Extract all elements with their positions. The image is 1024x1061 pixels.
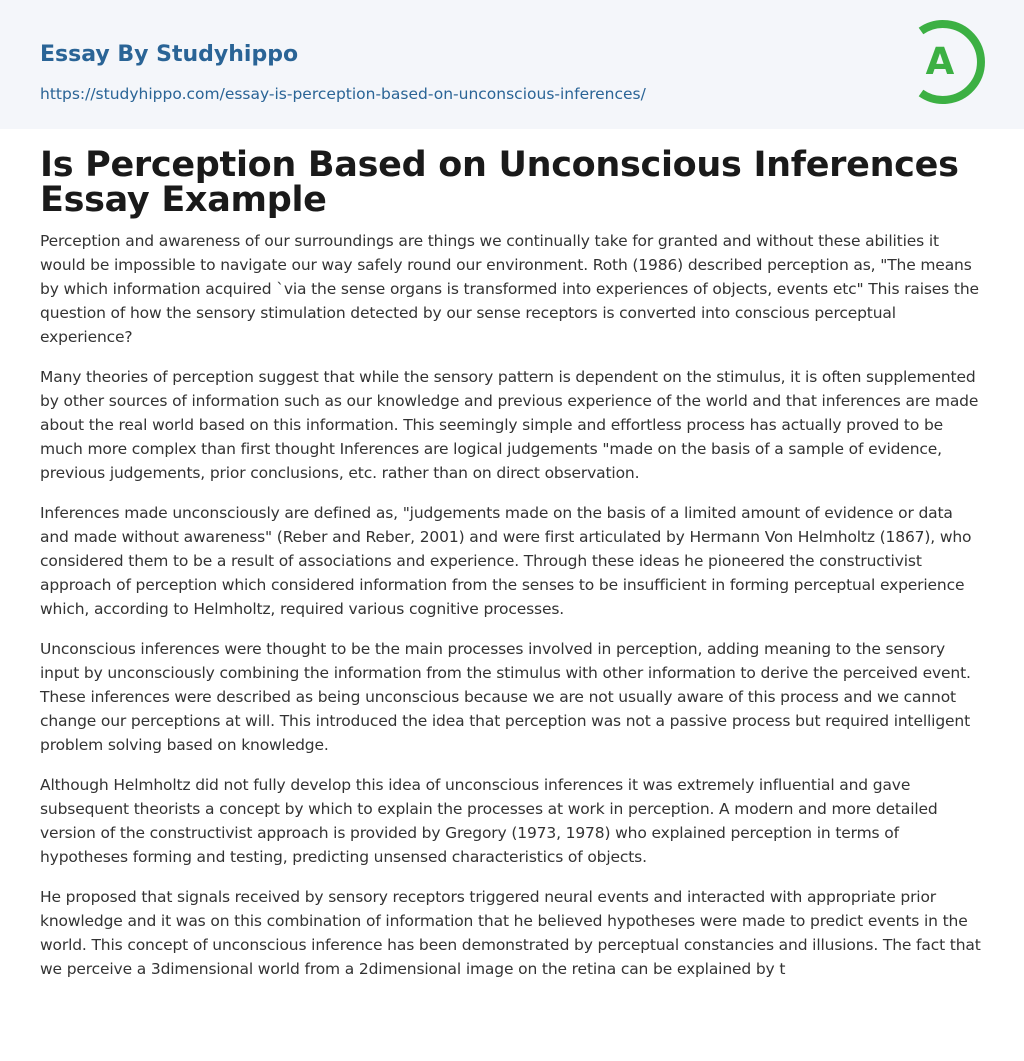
page-url-link[interactable]: https://studyhippo.com/essay-is-perception-based-on-unconscious-inferences/ [40, 85, 646, 103]
page-title: Is Perception Based on Unconscious Inferences Essay Example [40, 145, 959, 220]
essay-paragraph: Although Helmholtz did not fully develop this idea of unconscious inferences it was extremely influential and gave subsequent theorists a concept by which to explain the processes at work in perception. A modern and more detailed version of the constructivist approach is provided by Gregory (1973, 1978) who explained perception in terms of hypotheses forming and testing, predicting unsensed characteristics of objects. [40, 776, 938, 866]
essay-paragraph: Perception and awareness of our surroundings are things we continually take for granted and without these abilities it would be impossible to navigate our way safely round our environment. Roth (1986) described perception as, "The means by which information acquired `via the sense organs is transformed into experiences of objects, events etc" This raises the question of how the sensory stimulation detected by our sense receptors is converted into conscious perceptual experience? [40, 232, 979, 346]
site-header [0, 0, 1024, 129]
logo-letter: A [925, 40, 955, 83]
essay-paragraph: Unconscious inferences were thought to be the main processes involved in perception, adding meaning to the sensory input by unconsciously combining the information from the stimulus with other information to derive the perceived event. These inferences were described as being unconscious because we are not usually aware of this process and we cannot change our perceptions at will. This introduced the idea that perception was not a passive process but required intelligent problem solving based on knowledge. [40, 640, 971, 754]
essay-paragraph: Inferences made unconsciously are defined as, "judgements made on the basis of a limited amount of evidence or data and made without awareness" (Reber and Reber, 2001) and were first articulated by Hermann Von Helmholtz (1867), who considered them to be a result of associations and experience. Through these ideas he pioneered the constructivist approach of perception which considered information from the senses to be insufficient in forming perceptual experience which, according to Helmholtz, required various cognitive processes. [40, 504, 972, 618]
essay-body [40, 229, 985, 997]
studyhippo-logo-icon[interactable] [912, 19, 986, 105]
essay-paragraph: Many theories of perception suggest that while the sensory pattern is dependent on the stimulus, it is often supplemented by other sources of information such as our knowledge and previous experience of the world and that inferences are made about the real world based on this information. This seemingly simple and effortless process has actually proved to be much more complex than first thought Inferences are logical judgements "made on the basis of a sample of evidence, previous judgements, prior conclusions, etc. rather than on direct observation. [40, 368, 979, 482]
essay-paragraph: He proposed that signals received by sensory receptors triggered neural events and interacted with appropriate prior knowledge and it was on this combination of information that he believed hypotheses were made to predict events in the world. This concept of unconscious inference has been demonstrated by perceptual constancies and illusions. The fact that we perceive a 3dimensional world from a 2dimensional image on the retina can be explained by t [40, 888, 981, 978]
site-brand[interactable]: Essay By Studyhippo [40, 42, 299, 67]
